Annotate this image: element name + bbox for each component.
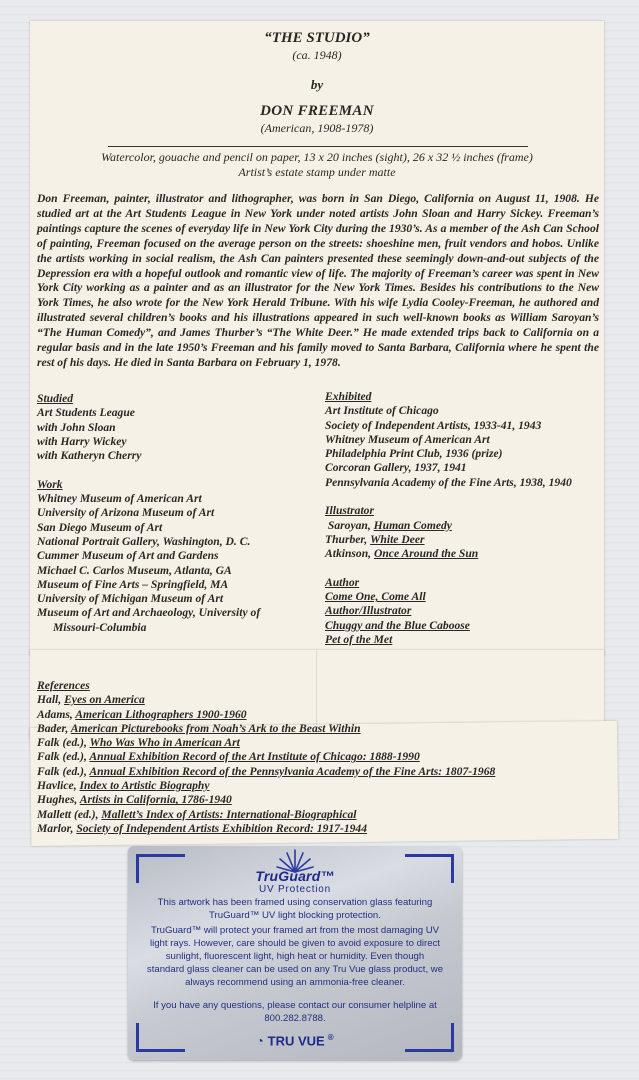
- label-paragraph: This artwork has been framed using conservation glass featuring TruGuard™ UV light blocking protection.: [157, 897, 433, 921]
- truguard-uv-label: [128, 846, 462, 1060]
- reference-item: Hughes, Artists in California, 1786-1940: [37, 793, 232, 807]
- list-item: [325, 519, 572, 533]
- reference-item: Falk (ed.), Annual Exhibition Record of the Pennsylvania Academy of the Fine Arts: 1807-1968: [37, 764, 496, 778]
- list-item: Missouri-Columbia: [53, 620, 147, 634]
- list-item: Society of Independent Artists, 1933-41, 1943: [325, 418, 542, 432]
- book-title: Once Around the Sun: [373, 547, 479, 561]
- label-paragraph: If you have any questions, please contact our consumer helpline at 800.282.8788.: [153, 1000, 437, 1024]
- references-list: [37, 679, 495, 836]
- reference-item: Adams, American Lithographers 1900-1960: [37, 707, 247, 721]
- illustrator-heading: Illustrator: [325, 504, 374, 518]
- truguard-brand: TruGuard™: [255, 868, 335, 884]
- list-item: Whitney Museum of American Art: [37, 492, 202, 506]
- studied-heading: Studied: [37, 392, 74, 405]
- list-item: Art Students League: [37, 406, 135, 420]
- book-title: White Deer: [370, 532, 425, 546]
- artwork-medium: Watercolor, gouache and pencil on paper, 13 x 20 inches (sight), 26 x 32 ½ inches (frame): [101, 150, 533, 164]
- book-author: Thurber,: [325, 532, 368, 546]
- list-item: Cummer Museum of Art and Gardens: [37, 549, 219, 563]
- list-item: Philadelphia Print Club, 1936 (prize): [325, 447, 503, 461]
- list-item: Art Institute of Chicago: [325, 404, 439, 418]
- list-item: Museum of Art and Archaeology, University of: [37, 606, 261, 620]
- divider: [108, 146, 528, 147]
- reference-item: Mallett (ed.), Mallett’s Index of Artists: International-Biographical: [37, 807, 357, 821]
- list-item: San Diego Museum of Art: [37, 520, 163, 534]
- reference-item: Falk (ed.), Annual Exhibition Record of the Art Institute of Chicago: 1888-1990: [37, 750, 420, 764]
- list-item: Pennsylvania Academy of the Fine Arts, 1938, 1940: [325, 475, 572, 489]
- reference-item: Bader, American Picturebooks from Noah’s Ark to the Beast Within: [37, 721, 361, 735]
- reference-item: Havlice, Index to Artistic Biography: [37, 779, 210, 793]
- list-item: with Katheryn Cherry: [37, 449, 142, 463]
- artist-nationality: (American, 1908-1978): [260, 121, 374, 135]
- truvue-mark-icon: ◔: [256, 1034, 264, 1049]
- book-author: Saroyan,: [327, 518, 371, 532]
- list-item: University of Michigan Museum of Art: [37, 592, 224, 606]
- uv-protection-subtitle: UV Protection: [258, 884, 332, 895]
- list-item: Author/Illustrator: [325, 604, 412, 618]
- truvue-logo: [128, 1033, 462, 1048]
- label-paragraph: TruGuard™ will protect your framed art from the most damaging UV light rays. However, care should be given to avoid exposure to direct sunlight, fluorescent light, high heat or humidity. Even though standard glass cleaner can be used on any Tru Vue glass product, we always recommend using an ammonia-free cleaner.: [146, 925, 444, 988]
- references-heading: References: [37, 679, 90, 692]
- reference-item: Marlor, Society of Independent Artists Exhibition Record: 1917-1944: [37, 821, 368, 835]
- list-item: Corcoran Gallery, 1937, 1941: [325, 461, 467, 475]
- list-item: Pet of the Met: [325, 633, 393, 647]
- list-item: [325, 533, 572, 547]
- list-item: National Portrait Gallery, Washington, D. C.: [37, 534, 251, 548]
- list-item: with Harry Wickey: [37, 434, 127, 448]
- list-item: [325, 547, 572, 561]
- list-item: with John Sloan: [37, 420, 116, 434]
- estate-stamp-note: Artist’s estate stamp under matte: [238, 165, 396, 179]
- list-item: Come One, Come All: [325, 590, 426, 604]
- list-item: Museum of Fine Arts – Springfield, MA: [37, 577, 229, 591]
- right-column: [325, 390, 572, 647]
- book-title: Human Comedy: [373, 518, 452, 532]
- artist-biography: Don Freeman, painter, illustrator and lithographer, was born in San Diego, California on August 11, 1908. He studied art at the Art Students League in New York under noted artists John Sloan and Harry Sickey. Freeman’s paintings capture the scenes of everyday life in New York City during the 1930’s. As a member of the Ash Can School of painting, Freeman focused on the average person on the streets: shoeshine men, fruit vendors and hobos. Unlike the artists working in social realism, the Ash Can painters presented these seemingly down-and-out subjects of the Depression era with a hopeful outlook and romantic view of life. The majority of Freeman’s career was spent in New York City working as a painter and as an illustrator for the New York Times. Besides his contributions to the New York Times, he also wrote for the New York Herald Tribune. With his wife Lydia Cooley-Freeman, he authored and illustrated several children’s books and his illustrations appeared in such well-known books as William Saroyan’s “The Human Comedy”, and James Thurber’s “The White Deer.” He made extended trips back to California on a regular basis and in the late 1950’s Freeman and his family moved to Santa Barbara, California where he spent the rest of his days. He died in Santa Barbara on February 1, 1978.: [37, 192, 599, 369]
- byline: by: [310, 77, 324, 92]
- artist-name: DON FREEMAN: [260, 103, 374, 119]
- list-item: Whitney Museum of American Art: [325, 432, 490, 446]
- left-column: [37, 392, 260, 635]
- work-heading: Work: [37, 477, 63, 491]
- reference-item: Falk (ed.), Who Was Who in American Art: [37, 736, 240, 750]
- registered-mark: ®: [327, 1033, 334, 1042]
- list-item: Michael C. Carlos Museum, Atlanta, GA: [37, 563, 232, 577]
- author-heading: Author: [325, 575, 360, 589]
- list-item: University of Arizona Museum of Art: [37, 506, 215, 520]
- truvue-wordmark: TRU VUE: [267, 1033, 325, 1049]
- artwork-date: (ca. 1948): [292, 48, 342, 62]
- exhibited-heading: Exhibited: [325, 390, 372, 403]
- reference-item: Hall, Eyes on America: [37, 693, 145, 707]
- book-author: Atkinson,: [325, 547, 372, 561]
- list-item: Chuggy and the Blue Caboose: [325, 618, 470, 632]
- artwork-title: “THE STUDIO”: [264, 30, 370, 46]
